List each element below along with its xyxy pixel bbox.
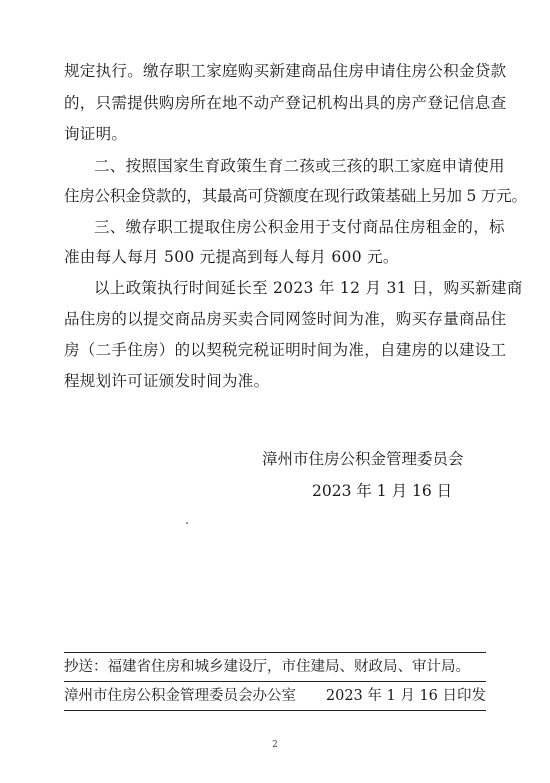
- body-line: 品住房的以提交商品房买卖合同网签时间为准，购买存量商品住: [64, 310, 507, 328]
- body-line: 询证明。: [64, 125, 128, 143]
- footer-middle-rule: [64, 681, 486, 682]
- body-line: 三、缴存职工提取住房公积金用于支付商品住房租金的，标: [94, 218, 505, 236]
- body-line: 准由每人每月 500 元提高到每人每月 600 元。: [64, 248, 399, 266]
- signature-org: 漳州市住房公积金管理委员会: [262, 450, 464, 468]
- footer-bottom-rule: [64, 710, 486, 711]
- body-line: 房（二手住房）的以契税完税证明时间为准，自建房的以建设工: [64, 341, 507, 359]
- scan-speck: [186, 522, 188, 524]
- body-line: 规定执行。缴存职工家庭购买新建商品住房申请住房公积金贷款: [64, 62, 507, 80]
- issuer-name: 漳州市住房公积金管理委员会办公室: [64, 688, 296, 704]
- body-line: 住房公积金贷款的，其最高可贷额度在现行政策基础上另加 5 万元。: [64, 187, 527, 205]
- body-line: 二、按照国家生育政策生育二孩或三孩的职工家庭申请使用: [94, 157, 505, 175]
- issue-date: 2023 年 1 月 16 日印发: [325, 688, 486, 704]
- signature-date: 2023 年 1 月 16 日: [312, 482, 453, 500]
- cc-recipients: 福建省住房和城乡建设厅，市住建局、财政局、审计局。: [107, 659, 470, 675]
- footer-top-rule: [64, 652, 486, 653]
- cc-label: 抄送：: [64, 659, 108, 675]
- body-line: 程规划许可证颁发时间为准。: [64, 372, 270, 390]
- issuer-line: [64, 686, 486, 706]
- body-line: 的，只需提供购房所在地不动产登记机构出具的房产登记信息查: [64, 94, 507, 112]
- body-line: 以上政策执行时间延长至 2023 年 12 月 31 日，购买新建商: [94, 279, 523, 297]
- page-number: 2: [272, 740, 278, 750]
- cc-line: [64, 657, 470, 677]
